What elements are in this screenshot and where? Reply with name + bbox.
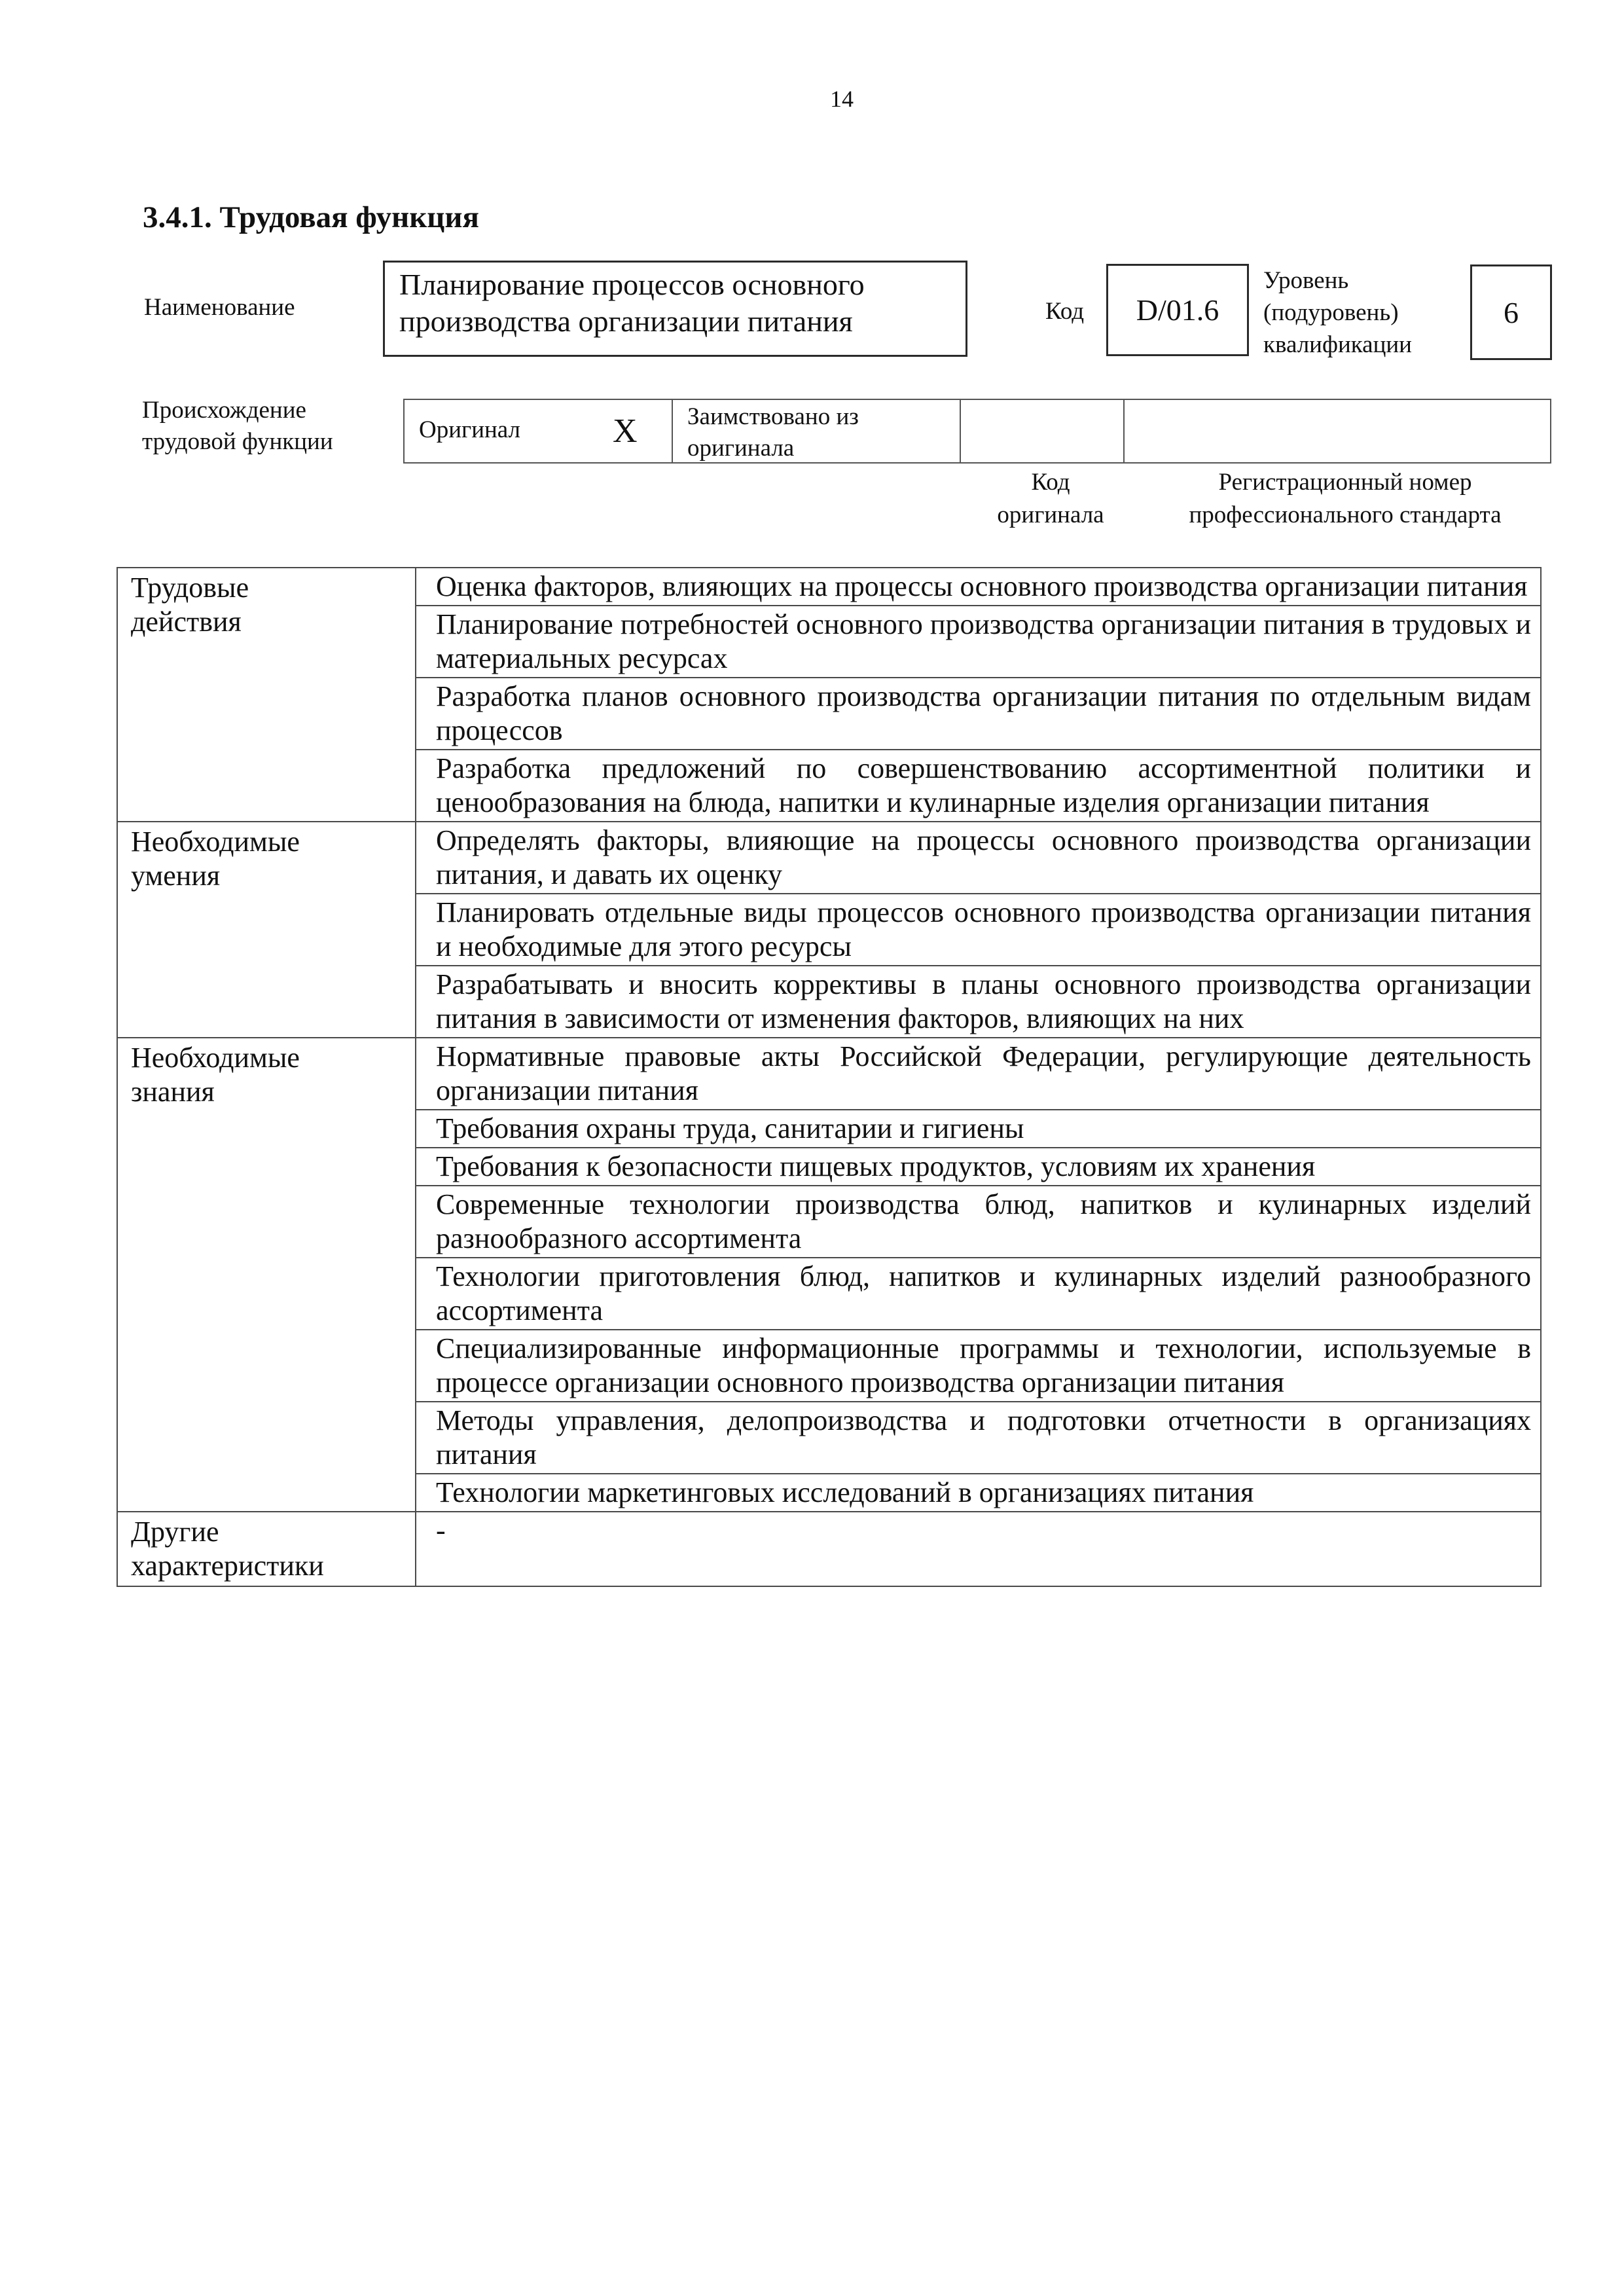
table-item: Разработка предложений по совершенствованию ассортиментной политики и ценообразования на блюда, напитки и кулинарные изделия организации питания	[416, 750, 1541, 822]
table-item: Требования охраны труда, санитарии и гигиены	[416, 1110, 1541, 1148]
table-item: Планирование потребностей основного производства организации питания в трудовых и материальных ресурсах	[416, 606, 1541, 678]
table-item: Оценка факторов, влияющих на процессы основного производства организации питания	[416, 568, 1541, 606]
table-item: Планировать отдельные виды процессов основного производства организации питания и необходимые для этого ресурсы	[416, 894, 1541, 966]
section-title-line2: характеристики	[131, 1550, 324, 1582]
registration-caption	[1162, 466, 1528, 532]
table-item: Методы управления, делопроизводства и подготовки отчетности в организациях питания	[416, 1402, 1541, 1474]
code-original-caption	[985, 466, 1116, 532]
table-row	[117, 1038, 1541, 1110]
original-label: Оригинал	[419, 416, 521, 443]
section-title-cell	[117, 1038, 416, 1512]
table-item: Определять факторы, влияющие на процессы основного производства организации питания, и давать их оценку	[416, 822, 1541, 894]
section-title-line1: Необходимые	[131, 826, 300, 858]
table-item: Разрабатывать и вносить коррективы в планы основного производства организации питания в зависимости от изменения факторов, влияющих на них	[416, 966, 1541, 1038]
section-title-line2: умения	[131, 860, 221, 892]
section-title-line1: Трудовые	[131, 572, 249, 604]
section-title-line1: Другие	[131, 1516, 219, 1548]
code-value: D/01.6	[1136, 293, 1219, 327]
table-row	[117, 568, 1541, 606]
table-item: Технологии маркетинговых исследований в организациях питания	[416, 1474, 1541, 1512]
registration-caption-line2: профессионального стандарта	[1189, 501, 1502, 528]
table-item: Нормативные правовые акты Российской Федерации, регулирующие деятельность организации питания	[416, 1038, 1541, 1110]
code-box	[1106, 264, 1249, 356]
level-box	[1470, 264, 1552, 360]
code-original-caption-line2: оригинала	[997, 501, 1104, 528]
table-item: Разработка планов основного производства организации питания по отдельным видам процессов	[416, 678, 1541, 750]
level-value: 6	[1504, 295, 1519, 329]
table-item: Специализированные информационные программы и технологии, используемые в процессе организации основного производства организации питания	[416, 1330, 1541, 1402]
level-label-line1: Уровень	[1263, 267, 1349, 294]
level-label	[1263, 264, 1412, 361]
section-title-cell	[117, 822, 416, 1038]
origin-label-line1: Происхождение	[142, 397, 306, 424]
level-label-line2: (подуровень)	[1263, 299, 1399, 326]
borrowed-label	[687, 401, 859, 464]
origin-cell-registration	[1125, 400, 1550, 462]
function-name-box	[383, 261, 967, 357]
code-label: Код	[1045, 298, 1085, 325]
table-item: Требования к безопасности пищевых продуктов, условиям их хранения	[416, 1148, 1541, 1186]
section-title: 3.4.1. Трудовая функция	[143, 200, 479, 234]
original-mark: X	[613, 412, 638, 450]
registration-caption-line1: Регистрационный номер	[1218, 469, 1472, 496]
section-title-line1: Необходимые	[131, 1042, 300, 1074]
table-item: Технологии приготовления блюд, напитков и кулинарных изделий разнообразного ассортимента	[416, 1258, 1541, 1330]
table-row	[117, 1512, 1541, 1586]
origin-cell-code	[961, 400, 1125, 462]
section-title-line2: знания	[131, 1076, 215, 1108]
code-original-caption-line1: Код	[1031, 469, 1070, 496]
section-title-cell	[117, 1512, 416, 1586]
table-item: -	[416, 1512, 1541, 1586]
borrowed-label-line2: оригинала	[687, 435, 795, 462]
origin-cell-original	[405, 400, 673, 462]
origin-label	[142, 395, 333, 458]
section-title-line2: действия	[131, 606, 242, 638]
origin-table	[403, 399, 1551, 464]
origin-label-line2: трудовой функции	[142, 428, 333, 455]
level-label-line3: квалификации	[1263, 331, 1412, 358]
table-row	[117, 822, 1541, 894]
name-label: Наименование	[144, 294, 295, 321]
section-title-cell	[117, 568, 416, 822]
origin-cell-borrowed	[673, 400, 961, 462]
borrowed-label-line1: Заимствовано из	[687, 403, 859, 430]
function-name: Планирование процессов основного производства организации питания	[399, 268, 865, 338]
table-item: Современные технологии производства блюд, напитков и кулинарных изделий разнообразного ассортимента	[416, 1186, 1541, 1258]
page-number: 14	[830, 86, 854, 112]
function-details-table	[117, 567, 1542, 1587]
